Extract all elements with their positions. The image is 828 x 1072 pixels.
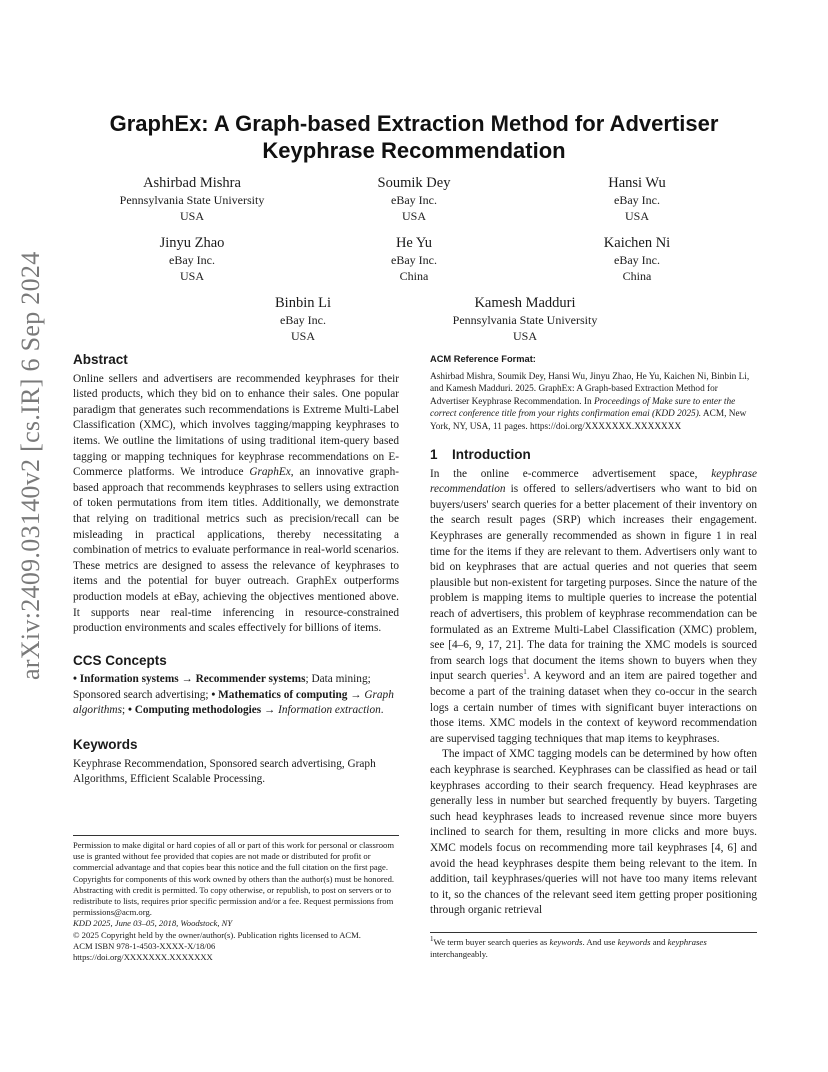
author-name: He Yu (395, 235, 433, 251)
footnote-marker: 1 (523, 668, 527, 677)
author-name: Ashirbad Mishra (143, 175, 241, 191)
author-block (183, 294, 423, 344)
ccs-part: Information extraction (275, 704, 381, 717)
author-affiliation: eBay Inc. (614, 253, 660, 267)
doi-line: https://doi.org/XXXXXXX.XXXXXXX (73, 952, 213, 963)
ccs-heading: CCS Concepts (73, 652, 167, 668)
intro-paragraph (430, 467, 757, 748)
introduction-heading (430, 447, 757, 463)
author-country: USA (401, 209, 426, 223)
footnote (430, 932, 757, 960)
author-block (405, 294, 645, 344)
author-name: Jinyu Zhao (159, 235, 225, 251)
ccs-part: • Computing methodologies → (127, 704, 276, 717)
footnote-part: We term buyer search queries as (433, 937, 550, 947)
abstract-text (73, 372, 399, 637)
abstract-heading: Abstract (73, 352, 128, 367)
author-affiliation: eBay Inc. (391, 253, 437, 267)
section-number: 1 (430, 447, 438, 463)
acm-reference-part: Proceedings of Make sure to enter the correct conference title from your rights confirmation emai (KDD 2025). (430, 396, 736, 420)
footnote-mark: 1 (430, 935, 434, 944)
ccs-part: • Information systems → Recommender systems (73, 673, 306, 686)
keywords-text: Keyphrase Recommendation, Sponsored search advertising, Graph Algorithms, Efficient Scalable Processing. (73, 757, 376, 786)
acm-reference-heading: ACM Reference Format: (430, 354, 536, 364)
author-affiliation: Pennsylvania State University (452, 313, 598, 327)
intro-part: keyphrase recommendation (430, 467, 757, 496)
footnote-part: keyphrases (667, 937, 707, 947)
author-affiliation: eBay Inc. (169, 253, 215, 267)
footnote-part: keywords (549, 937, 583, 947)
author-name: Hansi Wu (608, 175, 666, 191)
author-name: Kamesh Madduri (474, 295, 576, 311)
author-block (517, 174, 757, 224)
author-affiliation: eBay Inc. (391, 193, 437, 207)
venue-line: KDD 2025, June 03–05, 2018, Woodstock, NY (73, 918, 233, 929)
author-country: USA (179, 269, 204, 283)
copyright-line: © 2025 Copyright held by the owner/author(s). Publication rights licensed to ACM. (73, 929, 361, 940)
ccs-part: Graph algorithms (73, 688, 394, 717)
permission-block (73, 835, 399, 963)
ccs-part: . (380, 704, 384, 717)
author-affiliation: Pennsylvania State University (119, 193, 265, 207)
section-title: Introduction (452, 447, 531, 463)
author-name: Soumik Dey (377, 175, 451, 191)
intro-part: . A keyword and an item are paired together and become a part of the training dataset when they co-occur in the search logs a certain number of times with significant buyer interactions on those items. XMC models in the context of keyword recommendation are supervised tagging techniques that map items to keyphrases. (430, 670, 757, 745)
ccs-text (73, 672, 399, 719)
arxiv-stamp: arXiv:2409.03140v2 [cs.IR] 6 Sep 2024 (16, 251, 45, 680)
author-country: China (399, 269, 429, 283)
acm-reference-text (430, 371, 757, 434)
abstract-graphex-term: GraphEx (249, 466, 291, 479)
keywords-heading: Keywords (73, 737, 138, 753)
author-block (72, 174, 312, 224)
footnote-part: . And use (582, 937, 618, 947)
acm-reference-part: ACM, New York, NY, USA, 11 pages. https://doi.org/XXXXXXX.XXXXXXX (430, 409, 747, 432)
left-column (73, 352, 399, 788)
author-country: USA (179, 209, 204, 223)
paper-title: GraphEx: A Graph-based Extraction Method for Advertiser Keyphrase Recommendation (109, 111, 719, 163)
ccs-part: ; Data mining; Sponsored search advertising; (73, 673, 371, 701)
ccs-part: ; (121, 704, 128, 717)
author-country: USA (512, 329, 537, 343)
intro-part: is offered to sellers/advertisers who want to bid on buyers/users' search queries for a better placement of their inventory on the search result pages (SRP) which increases their engagement. Keyphrases are generally recommended as shown in figure 1 in real time for the items if they are relevant to them. Advertisers only want to bid on keyphrases that are actual queries and not queries that seem plausible but non-existent for targeting purposes. Since the nature of the problem is mapping items to multiple queries to increase the potential reach of advertisers, this problem of keyphrase recommendation can be formulated as an Extreme Multi-Label Classification (XMC) problem, see [4–6, 9, 17, 21]. The data for training the XMC models is sourced from search logs that document the items shown to buyers when they input search queries (430, 483, 757, 683)
permission-text: Permission to make digital or hard copies of all or part of this work for personal or classroom use is granted without fee provided that copies are not made or distributed for profit or commercial advantage and that copies bear this notice and the full citation on the first page. Copyrights for components of this work owned by others than the author(s) must be honored. Abstracting with credit is permitted. To copy otherwise, or republish, to post on servers or to redistribute to lists, requires prior specific permission and/or a fee. Request permissions from permissions@acm.org. (73, 840, 395, 918)
author-affiliation: eBay Inc. (614, 193, 660, 207)
acm-reference-part: Ashirbad Mishra, Soumik Dey, Hansi Wu, Jinyu Zhao, He Yu, Kaichen Ni, Binbin Li, and Kamesh Madduri. 2025. GraphEx: A Graph-based Extraction Method for Advertiser Keyphrase Recommendation. In (430, 371, 750, 407)
isbn-line: ACM ISBN 978-1-4503-XXXX-X/18/06 (73, 940, 216, 951)
author-country: USA (290, 329, 315, 343)
ccs-part: • Mathematics of computing → (211, 688, 362, 701)
author-block (72, 234, 312, 284)
author-block (294, 234, 534, 284)
author-block (517, 234, 757, 284)
abstract-text-part: Online sellers and advertisers are recommended keyphrases for their listed products, which they bid on to enhance their sales. One popular paradigm that generates such recommendations is Extreme Multi-Label Classification (XMC), which involves tagging/mapping keyphrases to items. We outline the limitations of using traditional item-query based tagging or mapping techniques for keyphrase recommendations on E-Commerce platforms. We introduce (73, 372, 399, 479)
author-block (294, 174, 534, 224)
footnote-part: interchangeably. (430, 948, 488, 959)
intro-paragraph: The impact of XMC tagging models can be determined by how often each keyphrase is searched. Keyphrases can be classified as head or tail keyphrases according to their search frequency. Head keyphrases are generally less in number but searched frequently by buyers. Targeting such head keyphrases leads to increased revenue since more buyers inclined to search for them, resulting in more clicks and more buys. XMC models focus on recommending more tail keyphrases [4, 6] and avoid the head keyphrases despite them being relevant to the item. In addition, tail keyphrases/queries will not have too many items relevant to it, so the chances of the relevant seed item getting proper positioning through organic retrieval (430, 748, 757, 917)
right-column (430, 352, 757, 919)
intro-part: In the online e-commerce advertisement space, (430, 467, 712, 480)
footnote-part: keywords (617, 937, 651, 947)
abstract-text-part: , an innovative graph-based approach that recommends keyphrases to sellers using extraction of token permutations from item titles. Additionally, we demonstrate that relying on traditional metrics such as precision/recall can be misleading in practical applications, thereby necessitating a combination of metrics to evaluate performance in real-world scenarios. These metrics are designed to assess the relevance of keyphrases to items and the potential for buyer outreach. GraphEx outperforms production models at eBay, achieving the objectives mentioned above. It supports near real-time inferencing in resource-constrained production environments and scales effectively for billions of items. (73, 466, 399, 635)
footnote-part: and (650, 937, 668, 947)
author-country: USA (624, 209, 649, 223)
author-country: China (622, 269, 652, 283)
author-name: Kaichen Ni (603, 235, 671, 251)
author-affiliation: eBay Inc. (280, 313, 326, 327)
author-name: Binbin Li (275, 295, 331, 311)
